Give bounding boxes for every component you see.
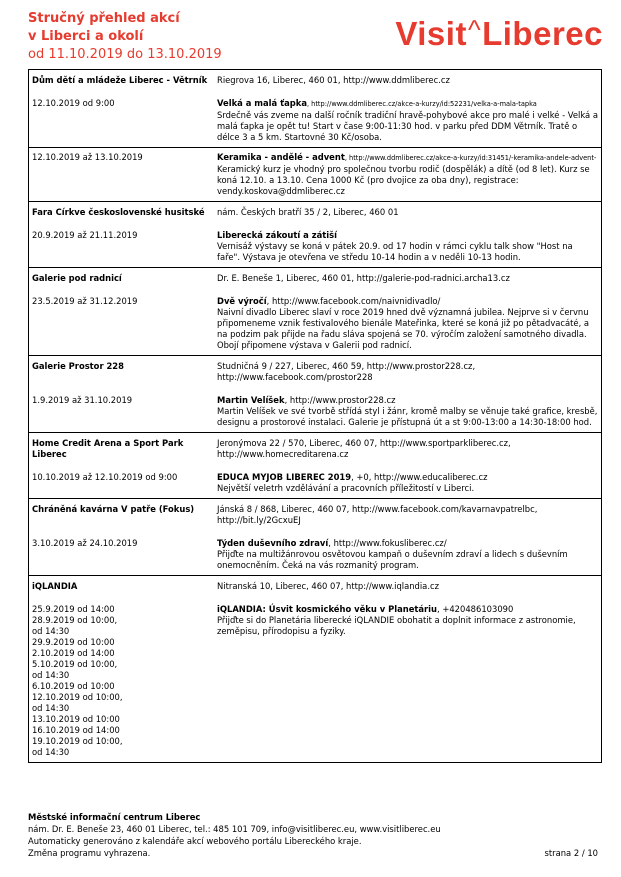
venue-row — [29, 356, 602, 392]
event-name: Velká a malá ťapka — [217, 98, 307, 108]
event-row — [29, 600, 602, 763]
event-date-item: 13.10.2019 od 10:00 — [32, 714, 120, 724]
venue-name: Home Credit Arena a Sport Park Liberec — [29, 433, 212, 469]
event-description: Přijďte na multižánrovou osvětovou kampaň o duševním zdraví a lidech s duševním onemocněním. Čeká na vás rozmanitý program. — [217, 549, 568, 570]
event-heading — [217, 98, 598, 110]
event-link[interactable]: , +0, http://www.educaliberec.cz — [351, 472, 488, 482]
event-link[interactable]: , http://www.prostor228.cz — [284, 395, 396, 405]
event-heading — [217, 604, 598, 615]
venue-name: Chráněná kavárna V patře (Fokus) — [29, 499, 212, 535]
venue-address: Jánská 8 / 868, Liberec, 460 07, http://www.facebook.com/kavarnavpatrelbc, http://bit.ly/2GcxuEJ — [211, 499, 602, 535]
event-date-item: 6.10.2019 od 10:00 — [32, 681, 115, 691]
event-name: Liberecká zákoutí a zátiší — [217, 230, 337, 240]
venue-address: Jeronýmova 22 / 570, Liberec, 460 07, http://www.sportparkliberec.cz, http://www.homecreditarena.cz — [211, 433, 602, 469]
event-name: Martin Velíšek — [217, 395, 285, 405]
event-link[interactable]: , http://www.fokusliberec.cz/ — [328, 538, 447, 548]
event-dates — [29, 600, 212, 763]
page-footer — [28, 811, 603, 859]
event-date-item: od 14:30 — [32, 747, 70, 757]
event-dates: 1.9.2019 až 31.10.2019 — [32, 395, 133, 405]
event-info — [211, 534, 602, 576]
venue-row — [29, 70, 602, 95]
event-info — [211, 600, 602, 763]
event-heading — [217, 395, 598, 406]
venue-name: Fara Církve československé husitské — [29, 202, 212, 227]
event-info — [211, 226, 602, 268]
event-row — [29, 468, 602, 499]
event-description: Největší veletrh vzdělávání a pracovních příležitostí v Liberci. — [217, 483, 475, 493]
venue-name: iQLANDIA — [29, 576, 212, 601]
footer-generated-note: Automaticky generováno z kalendáře akcí webového portálu Libereckého kraje. — [28, 836, 362, 846]
venue-row — [29, 202, 602, 227]
events-table — [28, 69, 602, 763]
event-date-item: od 14:30 — [32, 703, 70, 713]
event-dates: 3.10.2019 až 24.10.2019 — [32, 538, 138, 548]
event-row — [29, 292, 602, 356]
event-link[interactable]: , http://www.facebook.com/naivnidivadlo/ — [266, 296, 441, 306]
venue-row — [29, 576, 602, 601]
venue-row — [29, 499, 602, 535]
event-description: Přijďte si do Planetária liberecké iQLANDIE obohatit a doplnit informace z astronomie, zeměpisu, přírodopisu a fyziky. — [217, 615, 576, 636]
venue-address: Dr. E. Beneše 1, Liberec, 460 01, http://galerie-pod-radnici.archa13.cz — [211, 268, 602, 293]
event-date-item: 19.10.2019 od 10:00, — [32, 736, 123, 746]
venue-address: Nitranská 10, Liberec, 460 07, http://www.iqlandia.cz — [211, 576, 602, 601]
event-date-item: 5.10.2019 od 10:00, — [32, 659, 118, 669]
event-description: Naivní divadlo Liberec slaví v roce 2019 hned dvě významná jubilea. Nejprve si v červnu připomeneme vznik festivalového bienále Mateřinka, které se koná již po pětadvacáté, a na podzim pak přijde na řadu sláva spojená se 70. výročím založení samotného divadla. Obojí připomene výstava v Galerii pod radnicí. — [217, 307, 590, 350]
event-info — [211, 468, 602, 499]
event-name: Dvě výročí — [217, 296, 267, 306]
footer-change-note: Změna programu vyhrazena. — [28, 848, 151, 858]
event-dates-list — [32, 604, 208, 758]
event-date-item: 2.10.2019 od 14:00 — [32, 648, 115, 658]
event-heading — [217, 472, 598, 483]
event-link[interactable]: , +420486103090 — [437, 604, 514, 614]
event-description: Srdečně vás zveme na další ročník tradiční hravě-pohybové akce pro malé i velké - Velká a malá ťapka je opět tu! Start v čase 9:00-11:30 hod. v parku před DDM Větrník. Tratě o délce 3 a 5 km. Startovné 30 Kč/osoba. — [217, 110, 598, 142]
venue-row — [29, 433, 602, 469]
visit-liberec-logo — [395, 12, 603, 52]
venue-name: Galerie pod radnicí — [29, 268, 212, 293]
event-row — [29, 94, 602, 148]
event-date-item: 29.9.2019 od 10:00 — [32, 637, 115, 647]
event-row — [29, 226, 602, 268]
event-name: EDUCA MYJOB LIBEREC 2019 — [217, 472, 352, 482]
page-number: strana 2 / 10 — [544, 848, 598, 858]
event-date-item: 25.9.2019 od 14:00 — [32, 604, 115, 614]
event-name: iQLANDIA: Úsvit kosmického věku v Planetáriu — [217, 604, 438, 614]
event-info — [211, 391, 602, 433]
event-link[interactable]: , http://www.ddmliberec.cz/akce-a-kurzy/id:31451/-keramika-andele-advent- — [344, 154, 597, 162]
event-heading — [217, 538, 598, 549]
footer-organization: Městské informační centrum Liberec — [28, 812, 201, 822]
event-dates: 23.5.2019 až 31.12.2019 — [32, 296, 138, 306]
footer-contact: nám. Dr. E. Beneše 23, 460 01 Liberec, tel.: 485 101 709, info@visitliberec.eu, www.visitliberec.eu — [28, 824, 441, 834]
event-dates: 20.9.2019 až 21.11.2019 — [32, 230, 138, 240]
report-date-range: od 11.10.2019 do 13.10.2019 — [28, 47, 222, 62]
logo-caret-icon: ^ — [467, 15, 482, 45]
event-date-item: od 14:30 — [32, 626, 70, 636]
venue-address: Studničná 9 / 227, Liberec, 460 59, http://www.prostor228.cz, http://www.facebook.com/prostor228 — [211, 356, 602, 392]
event-description: Martin Velíšek ve své tvorbě střídá styl i žánr, kromě malby se věnuje také grafice, kresbě, designu a prostorové instalaci. Galerie je přístupná út a st 9:00-13:00 a 14:30-18:00 hod. — [217, 406, 598, 427]
event-info — [211, 292, 602, 356]
event-date-item: od 14:30 — [32, 670, 70, 680]
venue-row — [29, 268, 602, 293]
event-dates: 12.10.2019 od 9:00 — [32, 98, 115, 108]
event-row — [29, 148, 602, 202]
event-name: Týden duševního zdraví — [217, 538, 329, 548]
event-heading — [217, 296, 598, 307]
event-date-item: 12.10.2019 od 10:00, — [32, 692, 123, 702]
report-title-line2: v Liberci a okolí — [28, 29, 144, 44]
logo-text-liberec: Liberec — [482, 15, 603, 52]
event-name: Keramika - andělé - advent — [217, 152, 345, 162]
event-row — [29, 534, 602, 576]
event-description: Keramický kurz je vhodný pro společnou tvorbu rodič (dospělák) a dítě (od 8 let). Kurz se koná 12.10. a 13.10. Cena 1000 Kč (pro dvojice za oba dny), registrace: vendy.koskova@ddmliberec.cz — [217, 164, 590, 196]
event-heading — [217, 152, 598, 164]
venue-name: Galerie Prostor 228 — [29, 356, 212, 392]
logo-text-visit: Visit — [395, 15, 467, 52]
page-header — [28, 10, 603, 66]
event-description: Vernisáž výstavy se koná v pátek 20.9. od 17 hodin v rámci cyklu talk show "Host na faře". Výstava je otevřena ve středu 10-14 hodin a v neděli 10-13 hodin. — [217, 241, 573, 262]
event-date-item: 28.9.2019 od 10:00, — [32, 615, 118, 625]
venue-name: Dům dětí a mládeže Liberec - Větrník — [29, 70, 212, 95]
event-heading — [217, 230, 598, 241]
event-link[interactable]: , http://www.ddmliberec.cz/akce-a-kurzy/id:52231/velka-a-mala-tapka — [306, 100, 537, 108]
venue-address: nám. Českých bratří 35 / 2, Liberec, 460 01 — [211, 202, 602, 227]
event-dates: 10.10.2019 až 12.10.2019 od 9:00 — [32, 472, 178, 482]
event-date-item: 16.10.2019 od 14:00 — [32, 725, 120, 735]
event-dates: 12.10.2019 až 13.10.2019 — [29, 148, 212, 202]
report-title-line1: Stručný přehled akcí — [28, 11, 180, 26]
event-info — [211, 148, 602, 202]
event-row — [29, 391, 602, 433]
venue-address: Riegrova 16, Liberec, 460 01, http://www.ddmliberec.cz — [211, 70, 602, 95]
event-info — [211, 94, 602, 148]
